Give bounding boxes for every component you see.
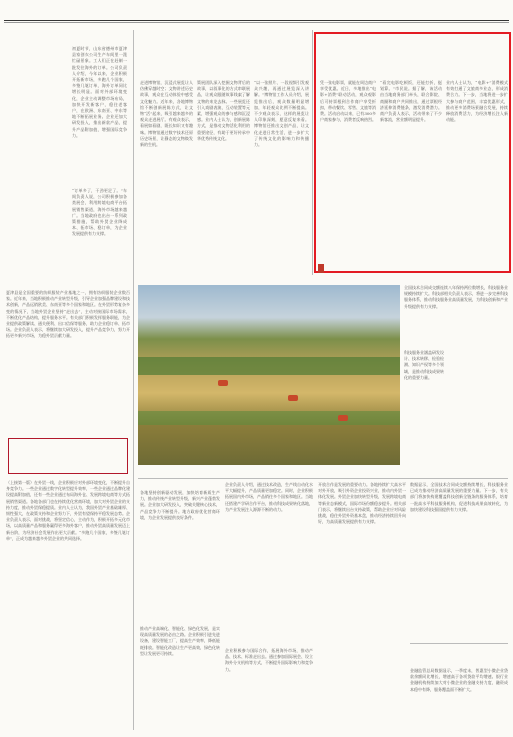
- section-rule: [138, 478, 508, 479]
- harvester-shape: [288, 395, 298, 401]
- left-lower-text: 夏津县是全国重要的纺织服装产业基地之一，拥有纺织服装企业数百家。近年来，当地积极推动产业转型升级，引导企业加强品牌建设和技术创新，产品远销欧美、东南亚等多个国家和地区。在外贸形势复杂多变的情况下，当地外贸企业坚持“走出去”，主动对接国际市场需求，不断优化产品结构，提升服务水平。有关部门积极发挥服务职能，为企业提供政策解读、通关便利、出口信保等服务，助力企业稳订单、拓市场。企业负责人表示，将继续加大研发投入，提升产品竞争力，努力开拓更多新兴市场，为稳外贸贡献力量。: [6, 290, 130, 339]
- column-rule: [133, 30, 134, 730]
- lower-text-2: 推动产业高端化、智能化、绿色化发展，是实现高质量发展的必由之路。企业积极引进先进设备，建设智能工厂，提高生产效率，降低能耗排放。智能化改造让生产更高效，绿色化转型让发展更可持续。: [140, 626, 220, 656]
- kicker-label: [318, 264, 324, 273]
- harvest-photo: [138, 285, 400, 465]
- left-bottom-text: （上接第一版）在外贸一线，企业积极应对外部环境变化，不断提升自身竞争力。一些企业通过数字化转型提升效率，一些企业通过品牌化建设提高附加值，还有一些企业通过布局海外仓、发展跨境电商等方式拓展销售渠道。各地各部门也在持续优化营商环境，加大对外贸企业的支持力度，推动外贸保稳提质。业内人士认为，我国外贸产业基础雄厚、韧性强大，在政策支持和企业努力下，外贸有望保持平稳发展态势。企业负责人表示，面对挑战，将坚定信心，主动作为，积极开拓多元化市场，以高质量产品和服务赢得更多海外客户，推动外贸高质量发展迈上新台阶，为经济社会发展作出更大贡献。“多跑几个国家，多签几笔订单”，正成为越来越多外贸企业的共同选择。: [6, 480, 130, 541]
- left-body-text-2: “订单多了，干劲更足了。”车间负责人说，公司积极参加各类展会，利用跨境电商平台拓展销售渠道，海外市场越来越广。当地政府也出台一系列政策措施，帮助外贸企业降成本、拓市场、稳订单，为企业发展提供有力支撑。: [72, 188, 127, 237]
- brief-text: 金融监管总局数据显示，一季度末，普惠型小微企业贷款余额同比增长，增速高于各项贷款平均增速。银行业金融机构持续加大对小微企业的金融支持力度，融资成本稳中有降，服务覆盖面不断扩大。: [410, 668, 508, 692]
- lower-text-4: 企业积极参与国际合作，拓展海外市场，推动产品、技术、标准走出去。通过参加国际展会、设立海外分支机构等方式，不断提升国际影响力和竞争力。: [225, 648, 313, 672]
- right-article-kicker: [318, 255, 324, 274]
- column-rule: [312, 30, 313, 275]
- note-box-text: [11, 441, 125, 471]
- left-body-text-1: 初夏时节，山东省德州市夏津县家创衣公司生产车间里一派忙碌景象。工人们正在赶制一批发往海外的订单。公司负责人介绍，今年以来，企业积极开拓新市场，多跑几个国家，多签几笔订单，海外订单同比增长明显。面对外部环境变化，企业主动调整市场布局，加快开发新客户，稳住老客户，在欧洲、东南亚、中东等地不断拓展业务。企业还加大研发投入，推出新款产品，提升产品附加值，增强国际竞争力。: [72, 46, 127, 138]
- right-lower-text-2: 科技服务业涵盖研发设计、技术转移、检验检测、知识产权等多个领域，是推动科技成果转化的重要力量。: [404, 350, 444, 380]
- photo-field-band: [138, 357, 400, 375]
- center-body-text-2: 策展团队深入挖掘文物背后的故事，以叙事化的方式串联展品，让观众跟随故事线索了解文物的来龙去脉。一些展览还引入戏剧表演、互动装置等元素，增强观众的参与感和沉浸感。业内人士认为，创新展陈方式，是推动文物活化利用的重要途径，有助于更好传承中华优秀传统文化。: [197, 80, 250, 141]
- harvester-shape: [338, 415, 348, 421]
- masthead-rule-thin: [4, 22, 509, 23]
- lower-text-6: 数据显示，全国技术合同成交额持续增长，科技服务业已成为推动经济高质量发展的重要力量。下一步，有关部门将加快构建覆盖科技创新全链条的服务体系，培育一批高水平科技服务机构，促进科技成果高效转化，为加快建设科技强国提供有力支撑。: [410, 482, 508, 512]
- lower-text-5: 开放合作是发展的重要动力。各地持续扩大高水平对外开放，吸引外资企业投资兴业，推动内外贸一体化发展。外贸企业加快转型升级，发展跨境电商等新业态新模式，国际市场份额稳步提升。相关部门表示，将继续出台支持政策，帮助企业应对风险挑战，稳住外贸外资基本盘，推动经济持续回升向好，为高质量发展提供有力支撑。: [318, 482, 406, 525]
- center-body-text-1: 走进博物馆，沉浸式展览让人仿佛穿越时空；文物讲述历史故事，观众在互动体验中感受文化魅力。近年来，各地博物馆不断创新展陈方式，让文物“活”起来，吸引越来越多的观众走进展厅。有观众表示，看展如看剧，既长知识又有趣味。博物馆通过数字技术还原历史场景，让静态的文物焕发新的生机。: [140, 80, 193, 148]
- lower-text-1: 各地坚持创新驱动发展，加快培育新质生产力，推动传统产业转型升级，新兴产业蓬勃发展。企业加大研发投入，突破关键核心技术，产品竞争力不断提升。地方政府优化营商环境，为企业发展提供良好条件。: [140, 490, 220, 520]
- harvester-shape: [218, 380, 228, 386]
- note-box: [8, 438, 128, 474]
- right-body-text-1: 凭一张电影票，就能在周边商户享受优惠。近日，多地推出“电影+消费”联动活动，观众观影后可持票根到合作商户享受折扣，带动餐饮、零售、文旅等消费。活动启动以来，已有300多户商家参与，消费者反响热烈。: [320, 80, 376, 123]
- right-body-text-2: “看完电影吃顿饭，还能打折，挺划算。”市民说。据了解，该活动由当地商务部门牵头，联合影院、商圈和商户共同推出，通过票根经济延伸消费链条，激发消费潜力。商户负责人表示，活动带来了不少新客流，营业额明显提升。: [380, 80, 442, 123]
- right-lower-text-1: 全国技术合同成交额连续八年保持两位数增长，科技服务业规模持续扩大。科技部相关负责人表示，将进一步完善科技服务体系，推动科技服务业高质量发展，为科技创新和产业升级提供有力支撑。: [404, 285, 508, 309]
- masthead-rule: [4, 20, 509, 21]
- brief-rule: [410, 643, 508, 644]
- right-body-text-3: 业内人士认为，“电影+”消费模式有效打通了文旅商多业态，形成消费合力。下一步，当地将进一步扩大参与商户范围，丰富优惠形式，推动更多消费场景融合发展，持续释放消费活力，为经济增长注入新动能。: [446, 80, 508, 123]
- lower-text-3: 企业负责人介绍，通过技术改造，生产线自动化水平大幅提升，产品质量更加稳定。同时，企业积极拓展国内外市场，产品销往多个国家和地区。当地还搭建产学研合作平台，推动科技成果转化落地，为产业发展注入源源不断的动力。: [225, 482, 313, 512]
- page-section-title: [6, 4, 9, 19]
- center-body-text-3: “以一张照片、一段视频引发观众兴趣，再通过展览深入讲解。”博物馆工作人员介绍，展览推出后，观众数量明显增加，年轻观众比例不断提高。不少观众表示，这样的展览让人印象深刻，愿意反复来看。博物馆还推出文创产品，让文化走进日常生活，进一步扩大了传统文化的影响力和传播力。: [254, 80, 309, 148]
- photo-field-band: [138, 411, 400, 425]
